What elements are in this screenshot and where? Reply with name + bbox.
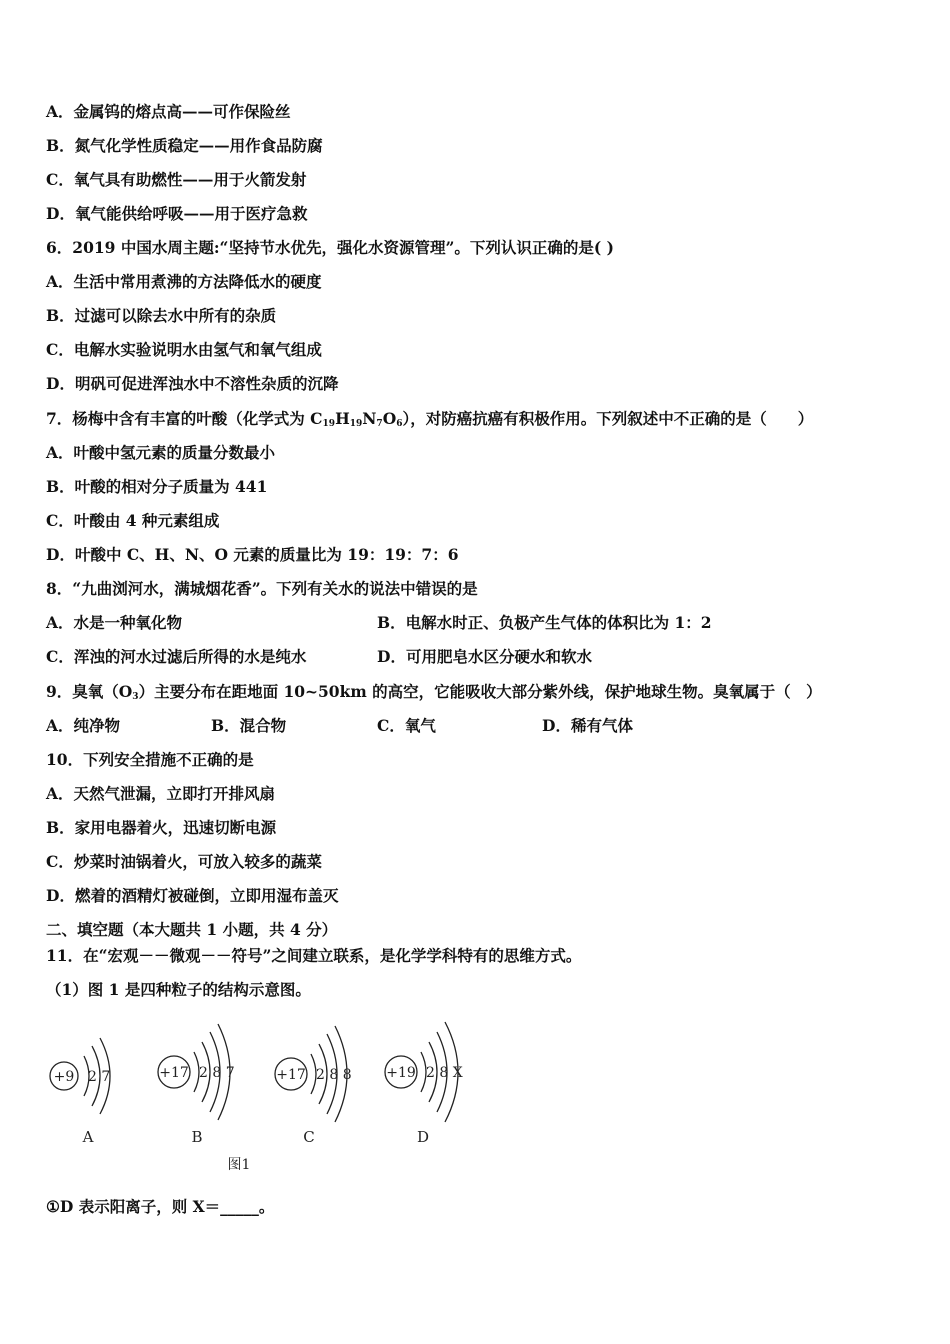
particle-c-label: C [303, 1128, 315, 1146]
particle-d-nucleus: +19 [386, 1065, 416, 1081]
q6-option-d: D．明矾可促进浑浊水中不溶性杂质的沉降 [46, 374, 339, 393]
q7-stem: 7．杨梅中含有丰富的叶酸（化学式为 $C_{19}H_{19}N_7O_6$），对防癌抗癌有积极作用。下列叙述中不正确的是（ ） [46, 409, 814, 429]
q8-stem: 8．“九曲浏河水，满城烟花香”。下列有关水的说法中错误的是 [46, 579, 478, 598]
particle-a-label: A [82, 1128, 94, 1146]
particle-d-label: D [416, 1128, 430, 1146]
q6-stem: 6．2019 中国水周主题:“坚持节水优先，强化水资源管理”。下列认识正确的是( ) [46, 238, 614, 257]
q10-option-d: D．燃着的酒精灯被碰倒，立即用湿布盖灭 [46, 886, 339, 905]
q10-option-c: C．炒菜时油锅着火，可放入较多的蔬菜 [46, 852, 322, 871]
q5-option-d: D．氧气能供给呼吸——用于医疗急救 [46, 204, 308, 223]
q11-sub1: ①D 表示阳离子，则 X＝_____。 [46, 1197, 275, 1216]
q6-option-b: B．过滤可以除去水中所有的杂质 [46, 306, 277, 325]
particle-b-shells: 2 8 7 [199, 1065, 235, 1081]
q5-option-a: A．金属钨的熔点高——可作保险丝 [46, 102, 291, 121]
q7-option-b: B．叶酸的相对分子质量为 441 [46, 477, 268, 496]
particle-b-nucleus: +17 [159, 1065, 189, 1081]
q11-stem: 11．在“宏观－－微观－－符号”之间建立联系，是化学学科特有的思维方式。 [46, 946, 582, 965]
q8-option-d: D．可用肥皂水区分硬水和软水 [377, 647, 592, 666]
section-heading: 二、填空题（本大题共 1 小题，共 4 分） [46, 920, 338, 939]
q9-option-d: D．稀有气体 [542, 716, 633, 735]
particle-c-nucleus: +17 [276, 1067, 306, 1083]
particle-a-shells: 2 7 [88, 1069, 111, 1085]
q10-option-a: A．天然气泄漏，立即打开排风扇 [46, 784, 276, 803]
q7-option-d: D．叶酸中 C、H、N、O 元素的质量比为 19：19：7：6 [46, 545, 459, 564]
q9-option-a: A．纯净物 [46, 716, 121, 735]
figure-caption: 图1 [227, 1157, 251, 1173]
particle-d-shells: 2 8 X [426, 1065, 463, 1081]
q8-option-b: B．电解水时正、负极产生气体的体积比为 1：2 [377, 613, 712, 632]
particle-c-shells: 2 8 8 [316, 1067, 352, 1083]
q7-option-a: A．叶酸中氢元素的质量分数最小 [46, 443, 276, 462]
q5-option-c: C．氧气具有助燃性——用于火箭发射 [46, 170, 307, 189]
q8-option-c: C．浑浊的河水过滤后所得的水是纯水 [46, 647, 307, 666]
q8-option-a: A．水是一种氧化物 [46, 613, 183, 632]
particle-b-label: B [191, 1128, 203, 1146]
particle-structure-figure [40, 1010, 500, 1180]
q9-stem: 9．臭氧$(O_3)$主要分布在距地面 10~50km 的高空，它能吸收大部分紫外线，保护地球生物。臭氧属于（ ） [46, 682, 822, 702]
q11-part1: （1）图 1 是四种粒子的结构示意图。 [46, 980, 311, 999]
q10-option-b: B．家用电器着火，迅速切断电源 [46, 818, 277, 837]
q7-option-c: C．叶酸由 4 种元素组成 [46, 511, 220, 530]
q5-option-b: B．氮气化学性质稳定——用作食品防腐 [46, 136, 323, 155]
particle-a-nucleus: +9 [53, 1069, 75, 1085]
q6-option-c: C．电解水实验说明水由氢气和氧气组成 [46, 340, 322, 359]
q9-option-c: C．氧气 [377, 716, 436, 735]
q6-option-a: A．生活中常用煮沸的方法降低水的硬度 [46, 272, 322, 291]
q10-stem: 10．下列安全措施不正确的是 [46, 750, 254, 769]
q9-option-b: B．混合物 [211, 716, 287, 735]
